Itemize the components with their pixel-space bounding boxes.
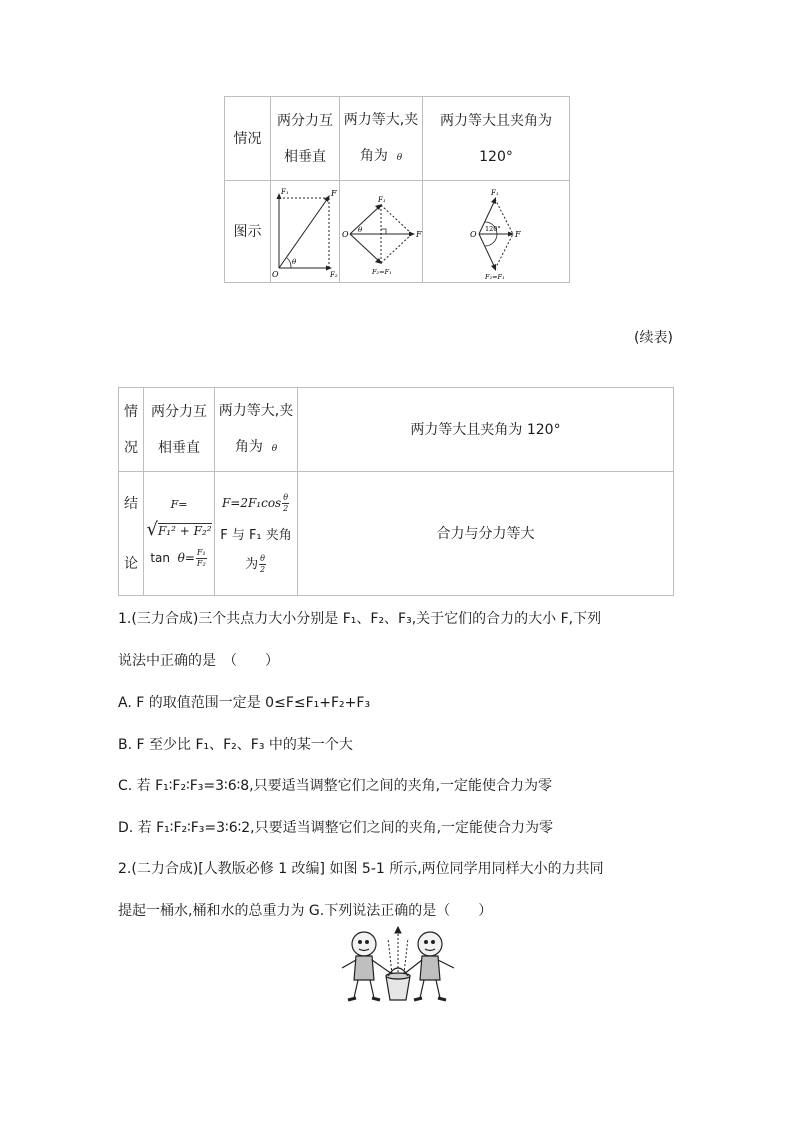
question-2-stem-line2: 提起一桶水,桶和水的总重力为 G.下列说法正确的是（ ） [118, 903, 493, 919]
question-1-stem-line2: 说法中正确的是 （ ） [118, 653, 279, 669]
text-half-theta: 为 $\frac{\theta}{2}$ [245, 553, 266, 574]
text-angle-with-F1: F 与 F₁ 夹角 [220, 527, 292, 543]
header-equal-angle: 两力等大,夹 角为 θ [340, 97, 423, 181]
header-situation: 情 况 [119, 388, 144, 472]
header-equal-120: 两力等大且夹角为 120° [298, 388, 674, 472]
left-student [342, 932, 392, 1000]
perpendicular-forces-diagram [271, 182, 339, 282]
question-1-option-c: C. 若 F₁∶F₂∶F₃=3∶6∶8,只要适当调整它们之间的夹角,一定能使合力为零 [118, 778, 553, 794]
question-1-stem-line1: 1.(三力合成)三个共点力大小分别是 F₁、F₂、F₃,关于它们的合力的大小 F,下列 [118, 611, 602, 627]
label-theta: θ [358, 225, 363, 234]
question-2-stem-line1: 2.(二力合成)[人教版必修 1 改编] 如图 5-1 所示,两位同学用同样大小的力共同 [118, 861, 604, 877]
two-students-lifting-bucket-illustration [336, 924, 460, 1006]
conclusion-perpendicular [144, 472, 215, 596]
formula-F-2F1-cos: F=2F₁cos $\frac{\theta}{2}$ [221, 492, 289, 513]
question-1-option-b: B. F 至少比 F₁、F₂、F₃ 中的某一个大 [118, 737, 353, 753]
force-arrows [388, 927, 408, 974]
table-force-composition-continued [118, 387, 674, 596]
label-theta: θ [292, 257, 297, 266]
label-F1: F₁ [281, 187, 289, 196]
formula-tan: tan θ= $\frac{\text{F₁}}{\text{F₂}}$ [150, 548, 206, 568]
label-F1: F₁ [491, 188, 499, 197]
table-force-composition [224, 96, 570, 283]
label-120-degrees: 120° [485, 224, 501, 233]
formula-F-equals: F= [170, 498, 188, 511]
formula-sqrt: √F₁² + F₂² [146, 519, 212, 540]
label-F2-equals-F1: F₂=F₁ [372, 267, 392, 276]
header-equal-angle: 两力等大,夹 角为 θ [215, 388, 298, 472]
header-equal-120: 两力等大且夹角为 120° [423, 97, 570, 181]
equal-forces-diagram [340, 182, 422, 282]
diagram-equal-120 [423, 181, 570, 283]
diagram-perpendicular [271, 181, 340, 283]
label-F: F [331, 188, 337, 198]
equal-120-forces-diagram [423, 182, 569, 282]
header-diagram: 图示 [225, 181, 271, 283]
conclusion-equal-angle [215, 472, 298, 596]
right-student [404, 932, 454, 1000]
label-F2-equals-F1: F₂=F₁ [485, 272, 505, 281]
label-F2: F₂ [330, 270, 338, 279]
label-O: O [342, 229, 349, 239]
continued-label: (续表) [634, 330, 673, 346]
header-perpendicular: 两分力互 相垂直 [144, 388, 215, 472]
header-conclusion: 结 论 [119, 472, 144, 596]
conclusion-equal-120: 合力与分力等大 [298, 472, 674, 596]
water-bucket [386, 968, 410, 1000]
label-F: F [416, 229, 422, 239]
question-1-option-d: D. 若 F₁∶F₂∶F₃=3∶6∶2,只要适当调整它们之间的夹角,一定能使合力为零 [118, 820, 554, 836]
diagram-equal-angle [340, 181, 423, 283]
label-F1: F₁ [378, 195, 386, 204]
header-perpendicular: 两分力互 相垂直 [271, 97, 340, 181]
question-1-option-a: A. F 的取值范围一定是 0≤F≤F₁+F₂+F₃ [118, 695, 371, 711]
label-O: O [470, 229, 477, 239]
label-O: O [272, 269, 279, 279]
label-F: F [515, 229, 521, 239]
header-situation: 情况 [225, 97, 271, 181]
